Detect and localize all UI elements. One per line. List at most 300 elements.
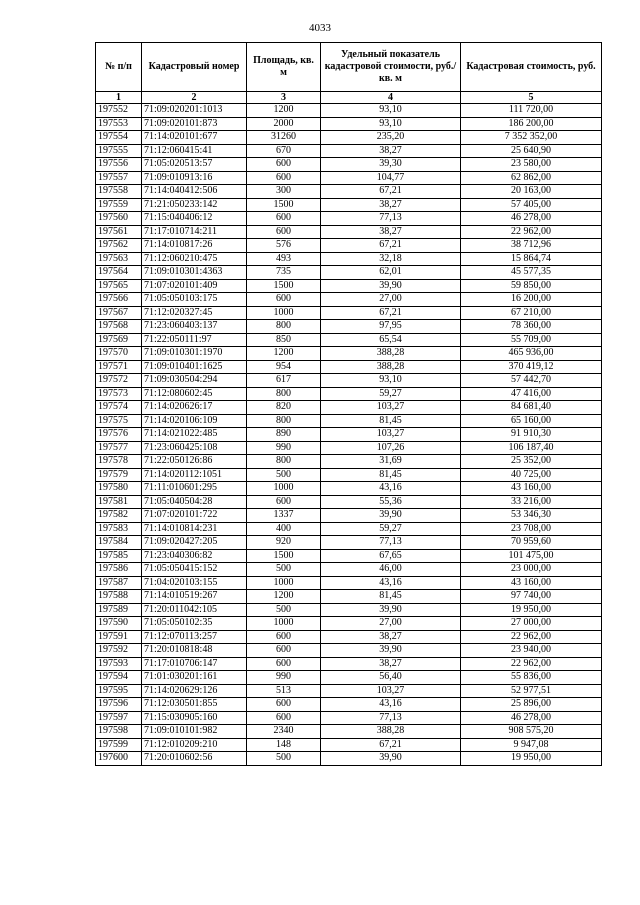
- table-row: [96, 468, 602, 482]
- area-cell: 1500: [247, 279, 321, 293]
- unit-rate-cell: 103,27: [321, 428, 461, 442]
- table-row: [96, 495, 602, 509]
- unit-rate-cell: 77,13: [321, 711, 461, 725]
- unit-rate-cell: 27,00: [321, 293, 461, 307]
- cadastral-number-cell: 71:14:020626:17: [142, 401, 247, 415]
- row-number-cell: 197573: [96, 387, 142, 401]
- row-number-cell: 197595: [96, 684, 142, 698]
- cadastral-number-cell: 71:14:010814:231: [142, 522, 247, 536]
- table-row: [96, 522, 602, 536]
- unit-rate-cell: 27,00: [321, 617, 461, 631]
- cadastral-number-cell: 71:22:050126:86: [142, 455, 247, 469]
- cadastral-cost-cell: 53 346,30: [461, 509, 602, 523]
- row-number-cell: 197574: [96, 401, 142, 415]
- area-cell: 735: [247, 266, 321, 280]
- cadastral-number-cell: 71:20:010602:56: [142, 752, 247, 766]
- table-row: [96, 387, 602, 401]
- cadastral-cost-cell: 25 640,90: [461, 144, 602, 158]
- cadastral-cost-cell: 23 708,00: [461, 522, 602, 536]
- table-row: [96, 293, 602, 307]
- cadastral-cost-cell: 97 740,00: [461, 590, 602, 604]
- table-row: [96, 401, 602, 415]
- cadastral-cost-cell: 38 712,96: [461, 239, 602, 253]
- cadastral-number-cell: 71:09:020201:1013: [142, 104, 247, 118]
- table-row: [96, 171, 602, 185]
- unit-rate-cell: 39,90: [321, 644, 461, 658]
- unit-rate-cell: 388,28: [321, 360, 461, 374]
- cadastral-cost-cell: 33 216,00: [461, 495, 602, 509]
- unit-rate-cell: 103,27: [321, 684, 461, 698]
- area-cell: 600: [247, 630, 321, 644]
- unit-rate-cell: 107,26: [321, 441, 461, 455]
- area-cell: 990: [247, 671, 321, 685]
- cadastral-number-cell: 71:07:020101:722: [142, 509, 247, 523]
- cadastral-cost-cell: 7 352 352,00: [461, 131, 602, 145]
- cadastral-number-cell: 71:14:020101:677: [142, 131, 247, 145]
- row-number-cell: 197558: [96, 185, 142, 199]
- header-area: Площадь, кв. м: [247, 43, 321, 92]
- row-number-cell: 197592: [96, 644, 142, 658]
- area-cell: 576: [247, 239, 321, 253]
- cadastral-number-cell: 71:01:030201:161: [142, 671, 247, 685]
- row-number-cell: 197597: [96, 711, 142, 725]
- unit-rate-cell: 38,27: [321, 198, 461, 212]
- area-cell: 800: [247, 455, 321, 469]
- row-number-cell: 197580: [96, 482, 142, 496]
- cadastral-number-cell: 71:23:060403:137: [142, 320, 247, 334]
- area-cell: 400: [247, 522, 321, 536]
- cadastral-number-cell: 71:23:040306:82: [142, 549, 247, 563]
- row-number-cell: 197559: [96, 198, 142, 212]
- table-row: [96, 144, 602, 158]
- area-cell: 600: [247, 495, 321, 509]
- unit-rate-cell: 93,10: [321, 104, 461, 118]
- column-number: 5: [461, 92, 602, 104]
- row-number-cell: 197575: [96, 414, 142, 428]
- area-cell: 2340: [247, 725, 321, 739]
- cadastral-cost-cell: 55 709,00: [461, 333, 602, 347]
- row-number-cell: 197584: [96, 536, 142, 550]
- cadastral-number-cell: 71:14:020112:1051: [142, 468, 247, 482]
- area-cell: 600: [247, 644, 321, 658]
- row-number-cell: 197579: [96, 468, 142, 482]
- row-number-cell: 197588: [96, 590, 142, 604]
- area-cell: 1000: [247, 576, 321, 590]
- unit-rate-cell: 59,27: [321, 387, 461, 401]
- cadastral-number-cell: 71:09:010913:16: [142, 171, 247, 185]
- cadastral-cost-cell: 23 940,00: [461, 644, 602, 658]
- table-row: [96, 711, 602, 725]
- table-row: [96, 455, 602, 469]
- table-row: [96, 536, 602, 550]
- cadastral-cost-cell: 67 210,00: [461, 306, 602, 320]
- table-row: [96, 158, 602, 172]
- row-number-cell: 197589: [96, 603, 142, 617]
- table-row: [96, 239, 602, 253]
- unit-rate-cell: 43,16: [321, 482, 461, 496]
- row-number-cell: 197567: [96, 306, 142, 320]
- header-row-number: № п/п: [96, 43, 142, 92]
- row-number-cell: 197566: [96, 293, 142, 307]
- unit-rate-cell: 104,77: [321, 171, 461, 185]
- cadastral-number-cell: 71:05:040504:28: [142, 495, 247, 509]
- area-cell: 1000: [247, 482, 321, 496]
- header-cadastral-number: Кадастровый номер: [142, 43, 247, 92]
- cadastral-number-cell: 71:12:020327:45: [142, 306, 247, 320]
- table-row: [96, 603, 602, 617]
- unit-rate-cell: 67,21: [321, 185, 461, 199]
- cadastral-number-cell: 71:07:020101:409: [142, 279, 247, 293]
- area-cell: 500: [247, 603, 321, 617]
- unit-rate-cell: 31,69: [321, 455, 461, 469]
- table-row: [96, 414, 602, 428]
- unit-rate-cell: 38,27: [321, 630, 461, 644]
- row-number-cell: 197555: [96, 144, 142, 158]
- area-cell: 600: [247, 293, 321, 307]
- area-cell: 820: [247, 401, 321, 415]
- cadastral-cost-cell: 15 864,74: [461, 252, 602, 266]
- unit-rate-cell: 39,90: [321, 509, 461, 523]
- area-cell: 1500: [247, 549, 321, 563]
- row-number-cell: 197570: [96, 347, 142, 361]
- row-number-cell: 197600: [96, 752, 142, 766]
- row-number-cell: 197557: [96, 171, 142, 185]
- cadastral-number-cell: 71:20:011042:105: [142, 603, 247, 617]
- cadastral-cost-cell: 111 720,00: [461, 104, 602, 118]
- cadastral-cost-cell: 101 475,00: [461, 549, 602, 563]
- table-row: [96, 117, 602, 131]
- row-number-cell: 197582: [96, 509, 142, 523]
- area-cell: 513: [247, 684, 321, 698]
- area-cell: 600: [247, 657, 321, 671]
- area-cell: 920: [247, 536, 321, 550]
- column-number: 4: [321, 92, 461, 104]
- unit-rate-cell: 81,45: [321, 468, 461, 482]
- area-cell: 2000: [247, 117, 321, 131]
- cadastral-number-cell: 71:09:010301:4363: [142, 266, 247, 280]
- cadastral-cost-cell: 25 896,00: [461, 698, 602, 712]
- cadastral-number-cell: 71:17:010714:211: [142, 225, 247, 239]
- unit-rate-cell: 77,13: [321, 212, 461, 226]
- cadastral-cost-cell: 46 278,00: [461, 212, 602, 226]
- cadastral-number-cell: 71:17:010706:147: [142, 657, 247, 671]
- table-row: [96, 212, 602, 226]
- area-cell: 800: [247, 320, 321, 334]
- row-number-cell: 197554: [96, 131, 142, 145]
- column-number: 2: [142, 92, 247, 104]
- area-cell: 800: [247, 387, 321, 401]
- cadastral-number-cell: 71:15:040406:12: [142, 212, 247, 226]
- cadastral-cost-cell: 16 200,00: [461, 293, 602, 307]
- unit-rate-cell: 67,21: [321, 306, 461, 320]
- area-cell: 954: [247, 360, 321, 374]
- row-number-cell: 197593: [96, 657, 142, 671]
- cadastral-cost-cell: 84 681,40: [461, 401, 602, 415]
- table-row: [96, 185, 602, 199]
- table-row: [96, 374, 602, 388]
- unit-rate-cell: 103,27: [321, 401, 461, 415]
- unit-rate-cell: 38,27: [321, 144, 461, 158]
- cadastral-number-cell: 71:09:010401:1625: [142, 360, 247, 374]
- cadastral-number-cell: 71:14:020106:109: [142, 414, 247, 428]
- cadastral-number-cell: 71:12:080602:45: [142, 387, 247, 401]
- cadastral-cost-cell: 62 862,00: [461, 171, 602, 185]
- cadastral-cost-cell: 22 962,00: [461, 630, 602, 644]
- cadastral-number-cell: 71:14:010519:267: [142, 590, 247, 604]
- area-cell: 617: [247, 374, 321, 388]
- table-row: [96, 590, 602, 604]
- unit-rate-cell: 97,95: [321, 320, 461, 334]
- unit-rate-cell: 388,28: [321, 347, 461, 361]
- cadastral-cost-cell: 78 360,00: [461, 320, 602, 334]
- cadastral-cost-cell: 370 419,12: [461, 360, 602, 374]
- area-cell: 600: [247, 212, 321, 226]
- area-cell: 1200: [247, 104, 321, 118]
- cadastral-cost-cell: 43 160,00: [461, 482, 602, 496]
- area-cell: 890: [247, 428, 321, 442]
- unit-rate-cell: 43,16: [321, 576, 461, 590]
- cadastral-cost-cell: 23 580,00: [461, 158, 602, 172]
- cadastral-cost-cell: 55 836,00: [461, 671, 602, 685]
- row-number-cell: 197568: [96, 320, 142, 334]
- table-row: [96, 684, 602, 698]
- cadastral-number-cell: 71:09:030504:294: [142, 374, 247, 388]
- row-number-cell: 197561: [96, 225, 142, 239]
- table-row: [96, 617, 602, 631]
- unit-rate-cell: 56,40: [321, 671, 461, 685]
- table-row: [96, 252, 602, 266]
- unit-rate-cell: 81,45: [321, 414, 461, 428]
- cadastral-number-cell: 71:09:020101:873: [142, 117, 247, 131]
- cadastral-cost-cell: 106 187,40: [461, 441, 602, 455]
- cadastral-cost-cell: 65 160,00: [461, 414, 602, 428]
- table-row: [96, 428, 602, 442]
- unit-rate-cell: 55,36: [321, 495, 461, 509]
- table-row: [96, 671, 602, 685]
- cadastral-number-cell: 71:04:020103:155: [142, 576, 247, 590]
- unit-rate-cell: 67,65: [321, 549, 461, 563]
- area-cell: 1200: [247, 590, 321, 604]
- table-row: [96, 131, 602, 145]
- area-cell: 600: [247, 171, 321, 185]
- unit-rate-cell: 67,21: [321, 239, 461, 253]
- cadastral-number-cell: 71:14:020629:126: [142, 684, 247, 698]
- unit-rate-cell: 93,10: [321, 117, 461, 131]
- cadastral-cost-cell: 40 725,00: [461, 468, 602, 482]
- row-number-cell: 197562: [96, 239, 142, 253]
- cadastral-cost-cell: 465 936,00: [461, 347, 602, 361]
- cadastral-cost-cell: 46 278,00: [461, 711, 602, 725]
- row-number-cell: 197571: [96, 360, 142, 374]
- cadastral-cost-cell: 23 000,00: [461, 563, 602, 577]
- unit-rate-cell: 77,13: [321, 536, 461, 550]
- row-number-cell: 197596: [96, 698, 142, 712]
- table-row: [96, 738, 602, 752]
- row-number-cell: 197556: [96, 158, 142, 172]
- cadastral-cost-cell: 19 950,00: [461, 752, 602, 766]
- cadastral-number-cell: 71:21:050233:142: [142, 198, 247, 212]
- unit-rate-cell: 81,45: [321, 590, 461, 604]
- table-row: [96, 752, 602, 766]
- unit-rate-cell: 39,90: [321, 752, 461, 766]
- table-row: [96, 657, 602, 671]
- column-number-row: [96, 92, 602, 104]
- cadastral-cost-cell: 43 160,00: [461, 576, 602, 590]
- row-number-cell: 197565: [96, 279, 142, 293]
- cadastral-cost-cell: 45 577,35: [461, 266, 602, 280]
- row-number-cell: 197583: [96, 522, 142, 536]
- row-number-cell: 197576: [96, 428, 142, 442]
- area-cell: 670: [247, 144, 321, 158]
- header-unit-rate: Удельный показатель кадастровой стоимости, руб./кв. м: [321, 43, 461, 92]
- table-row: [96, 441, 602, 455]
- row-number-cell: 197591: [96, 630, 142, 644]
- row-number-cell: 197578: [96, 455, 142, 469]
- unit-rate-cell: 46,00: [321, 563, 461, 577]
- cadastral-number-cell: 71:12:060415:41: [142, 144, 247, 158]
- area-cell: 800: [247, 414, 321, 428]
- cadastral-number-cell: 71:14:010817:26: [142, 239, 247, 253]
- cadastral-number-cell: 71:05:050102:35: [142, 617, 247, 631]
- cadastral-number-cell: 71:12:060210:475: [142, 252, 247, 266]
- cadastral-number-cell: 71:15:030905:160: [142, 711, 247, 725]
- table-row: [96, 198, 602, 212]
- header-cadastral-cost: Кадастровая стоимость, руб.: [461, 43, 602, 92]
- table-row: [96, 306, 602, 320]
- table-row: [96, 725, 602, 739]
- unit-rate-cell: 65,54: [321, 333, 461, 347]
- cadastral-cost-cell: 57 442,70: [461, 374, 602, 388]
- area-cell: 1200: [247, 347, 321, 361]
- table-row: [96, 347, 602, 361]
- row-number-cell: 197577: [96, 441, 142, 455]
- cadastral-number-cell: 71:20:010818:48: [142, 644, 247, 658]
- table-row: [96, 104, 602, 118]
- cadastral-number-cell: 71:12:010209:210: [142, 738, 247, 752]
- unit-rate-cell: 38,27: [321, 225, 461, 239]
- cadastral-number-cell: 71:05:050415:152: [142, 563, 247, 577]
- cadastral-cost-cell: 52 977,51: [461, 684, 602, 698]
- row-number-cell: 197552: [96, 104, 142, 118]
- cadastral-number-cell: 71:14:021022:485: [142, 428, 247, 442]
- table-row: [96, 576, 602, 590]
- unit-rate-cell: 39,30: [321, 158, 461, 172]
- unit-rate-cell: 59,27: [321, 522, 461, 536]
- area-cell: 300: [247, 185, 321, 199]
- table-row: [96, 360, 602, 374]
- row-number-cell: 197599: [96, 738, 142, 752]
- page-number: 4033: [309, 22, 331, 34]
- cadastral-number-cell: 71:05:020513:57: [142, 158, 247, 172]
- unit-rate-cell: 38,27: [321, 657, 461, 671]
- area-cell: 500: [247, 563, 321, 577]
- cadastral-cost-cell: 91 910,30: [461, 428, 602, 442]
- cadastral-number-cell: 71:09:020427:205: [142, 536, 247, 550]
- cadastral-cost-cell: 27 000,00: [461, 617, 602, 631]
- unit-rate-cell: 93,10: [321, 374, 461, 388]
- area-cell: 850: [247, 333, 321, 347]
- cadastral-number-cell: 71:09:010101:982: [142, 725, 247, 739]
- table-row: [96, 549, 602, 563]
- cadastral-cost-cell: 19 950,00: [461, 603, 602, 617]
- row-number-cell: 197587: [96, 576, 142, 590]
- row-number-cell: 197590: [96, 617, 142, 631]
- cadastral-cost-cell: 22 962,00: [461, 225, 602, 239]
- row-number-cell: 197586: [96, 563, 142, 577]
- row-number-cell: 197581: [96, 495, 142, 509]
- cadastral-number-cell: 71:12:070113:257: [142, 630, 247, 644]
- table-row: [96, 509, 602, 523]
- table-row: [96, 630, 602, 644]
- area-cell: 1000: [247, 617, 321, 631]
- unit-rate-cell: 43,16: [321, 698, 461, 712]
- area-cell: 600: [247, 711, 321, 725]
- table-row: [96, 266, 602, 280]
- area-cell: 31260: [247, 131, 321, 145]
- table-row: [96, 320, 602, 334]
- table-row: [96, 482, 602, 496]
- cadastral-cost-cell: 59 850,00: [461, 279, 602, 293]
- unit-rate-cell: 32,18: [321, 252, 461, 266]
- unit-rate-cell: 388,28: [321, 725, 461, 739]
- area-cell: 1337: [247, 509, 321, 523]
- table-body: [96, 104, 602, 766]
- cadastral-cost-cell: 70 959,60: [461, 536, 602, 550]
- cadastral-cost-cell: 47 416,00: [461, 387, 602, 401]
- area-cell: 500: [247, 468, 321, 482]
- cadastral-number-cell: 71:12:030501:855: [142, 698, 247, 712]
- table-row: [96, 644, 602, 658]
- unit-rate-cell: 235,20: [321, 131, 461, 145]
- row-number-cell: 197564: [96, 266, 142, 280]
- area-cell: 990: [247, 441, 321, 455]
- column-number: 3: [247, 92, 321, 104]
- cadastral-number-cell: 71:23:060425:108: [142, 441, 247, 455]
- row-number-cell: 197563: [96, 252, 142, 266]
- cadastral-cost-cell: 186 200,00: [461, 117, 602, 131]
- area-cell: 1000: [247, 306, 321, 320]
- row-number-cell: 197572: [96, 374, 142, 388]
- cadastral-cost-cell: 22 962,00: [461, 657, 602, 671]
- cadastral-number-cell: 71:09:010301:1970: [142, 347, 247, 361]
- unit-rate-cell: 67,21: [321, 738, 461, 752]
- row-number-cell: 197598: [96, 725, 142, 739]
- table-row: [96, 225, 602, 239]
- cadastral-number-cell: 71:22:050111:97: [142, 333, 247, 347]
- area-cell: 1500: [247, 198, 321, 212]
- table-row: [96, 279, 602, 293]
- cadastral-cost-cell: 908 575,20: [461, 725, 602, 739]
- row-number-cell: 197560: [96, 212, 142, 226]
- table-row: [96, 563, 602, 577]
- cadastral-cost-cell: 20 163,00: [461, 185, 602, 199]
- area-cell: 600: [247, 225, 321, 239]
- cadastral-cost-cell: 57 405,00: [461, 198, 602, 212]
- cadastral-number-cell: 71:05:050103:175: [142, 293, 247, 307]
- row-number-cell: 197569: [96, 333, 142, 347]
- row-number-cell: 197553: [96, 117, 142, 131]
- cadastral-table: [95, 42, 602, 766]
- unit-rate-cell: 39,90: [321, 603, 461, 617]
- area-cell: 493: [247, 252, 321, 266]
- column-number: 1: [96, 92, 142, 104]
- cadastral-cost-cell: 25 352,00: [461, 455, 602, 469]
- header-row: [96, 43, 602, 92]
- row-number-cell: 197594: [96, 671, 142, 685]
- unit-rate-cell: 39,90: [321, 279, 461, 293]
- area-cell: 600: [247, 698, 321, 712]
- table-row: [96, 333, 602, 347]
